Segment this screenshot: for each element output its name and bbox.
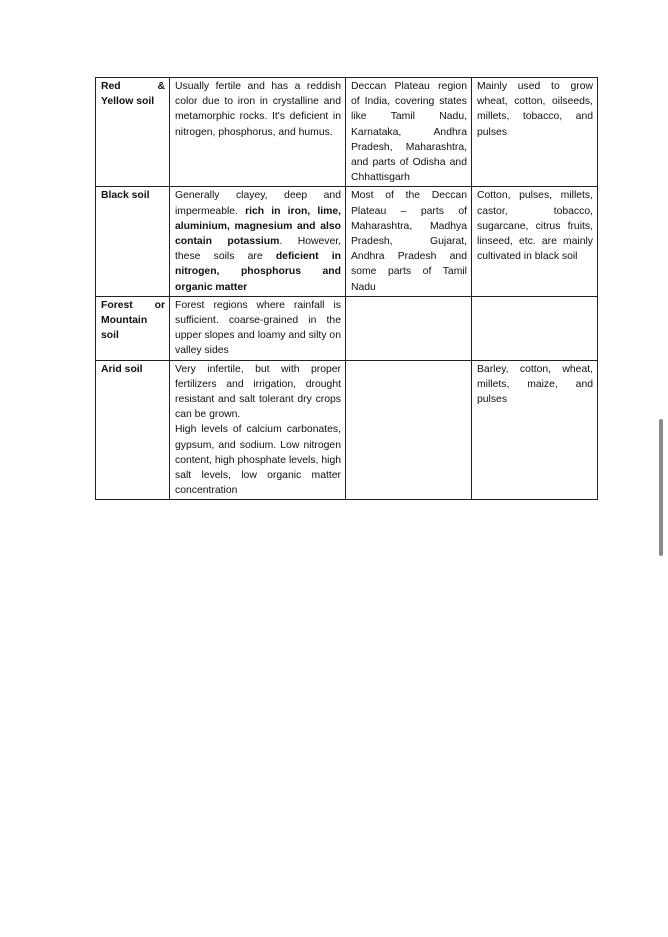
- soil-crops-cell: Barley, cotton, wheat, millets, maize, and pulses: [472, 360, 598, 500]
- table-row: [96, 187, 598, 296]
- soil-types-table: [95, 77, 598, 500]
- soil-name-cell: Black soil: [96, 187, 170, 296]
- description-text: . However, these soils are: [175, 236, 342, 263]
- description-bold-text: rich in iron, lime, aluminium, magnesium and also contain potassium: [175, 205, 341, 248]
- description-paragraph: Very infertile, but with proper fertilizers and irrigation, drought resistant and salt tolerant dry crops can be grown.: [175, 363, 341, 421]
- soil-name-cell: Arid soil: [96, 360, 170, 500]
- soil-region-cell: [346, 360, 472, 500]
- soil-description-cell: [170, 296, 346, 360]
- table-row: [96, 360, 598, 500]
- table-row: [96, 78, 598, 187]
- soil-region-cell: Most of the Deccan Plateau – parts of Maharashtra, Madhya Pradesh, Gujarat, Andhra Pradesh and some parts of Tamil Nadu: [346, 187, 472, 296]
- soil-crops-cell: Mainly used to grow wheat, cotton, oilseeds, millets, tobacco, and pulses: [472, 78, 598, 187]
- soil-name-cell: Forest or Mountain soil: [96, 296, 170, 360]
- soil-crops-cell: [472, 296, 598, 360]
- soil-description-cell: [170, 78, 346, 187]
- scrollbar-thumb[interactable]: [659, 419, 663, 556]
- soil-description-cell: [170, 360, 346, 500]
- description-text: Usually fertile and has a reddish color due to iron in crystalline and metamorphic rocks. It's deficient in nitrogen, phosphorus, and humus.: [175, 81, 341, 138]
- soil-name-cell: Red & Yellow soil: [96, 78, 170, 187]
- soil-description-cell: [170, 187, 346, 296]
- description-text: Generally clayey, deep and impermeable.: [175, 190, 341, 217]
- description-bold-text: deficient in nitrogen, phosphorus and organic matter: [175, 251, 341, 293]
- soil-region-cell: [346, 296, 472, 360]
- table-row: [96, 296, 598, 360]
- soil-region-cell: Deccan Plateau region of India, covering states like Tamil Nadu, Karnataka, Andhra Pradesh, Maharashtra, and parts of Odisha and Chhattisgarh: [346, 78, 472, 187]
- description-text: Forest regions where rainfall is sufficient. coarse-grained in the upper slopes and loamy and silty on valley sides: [175, 299, 341, 357]
- soil-crops-cell: Cotton, pulses, millets, castor, tobacco, sugarcane, citrus fruits, linseed, etc. are mainly cultivated in black soil: [472, 187, 598, 296]
- description-paragraph: High levels of calcium carbonates, gypsum, and sodium. Low nitrogen content, high phosphate levels, high salt levels, low organic matter concentration: [175, 424, 341, 497]
